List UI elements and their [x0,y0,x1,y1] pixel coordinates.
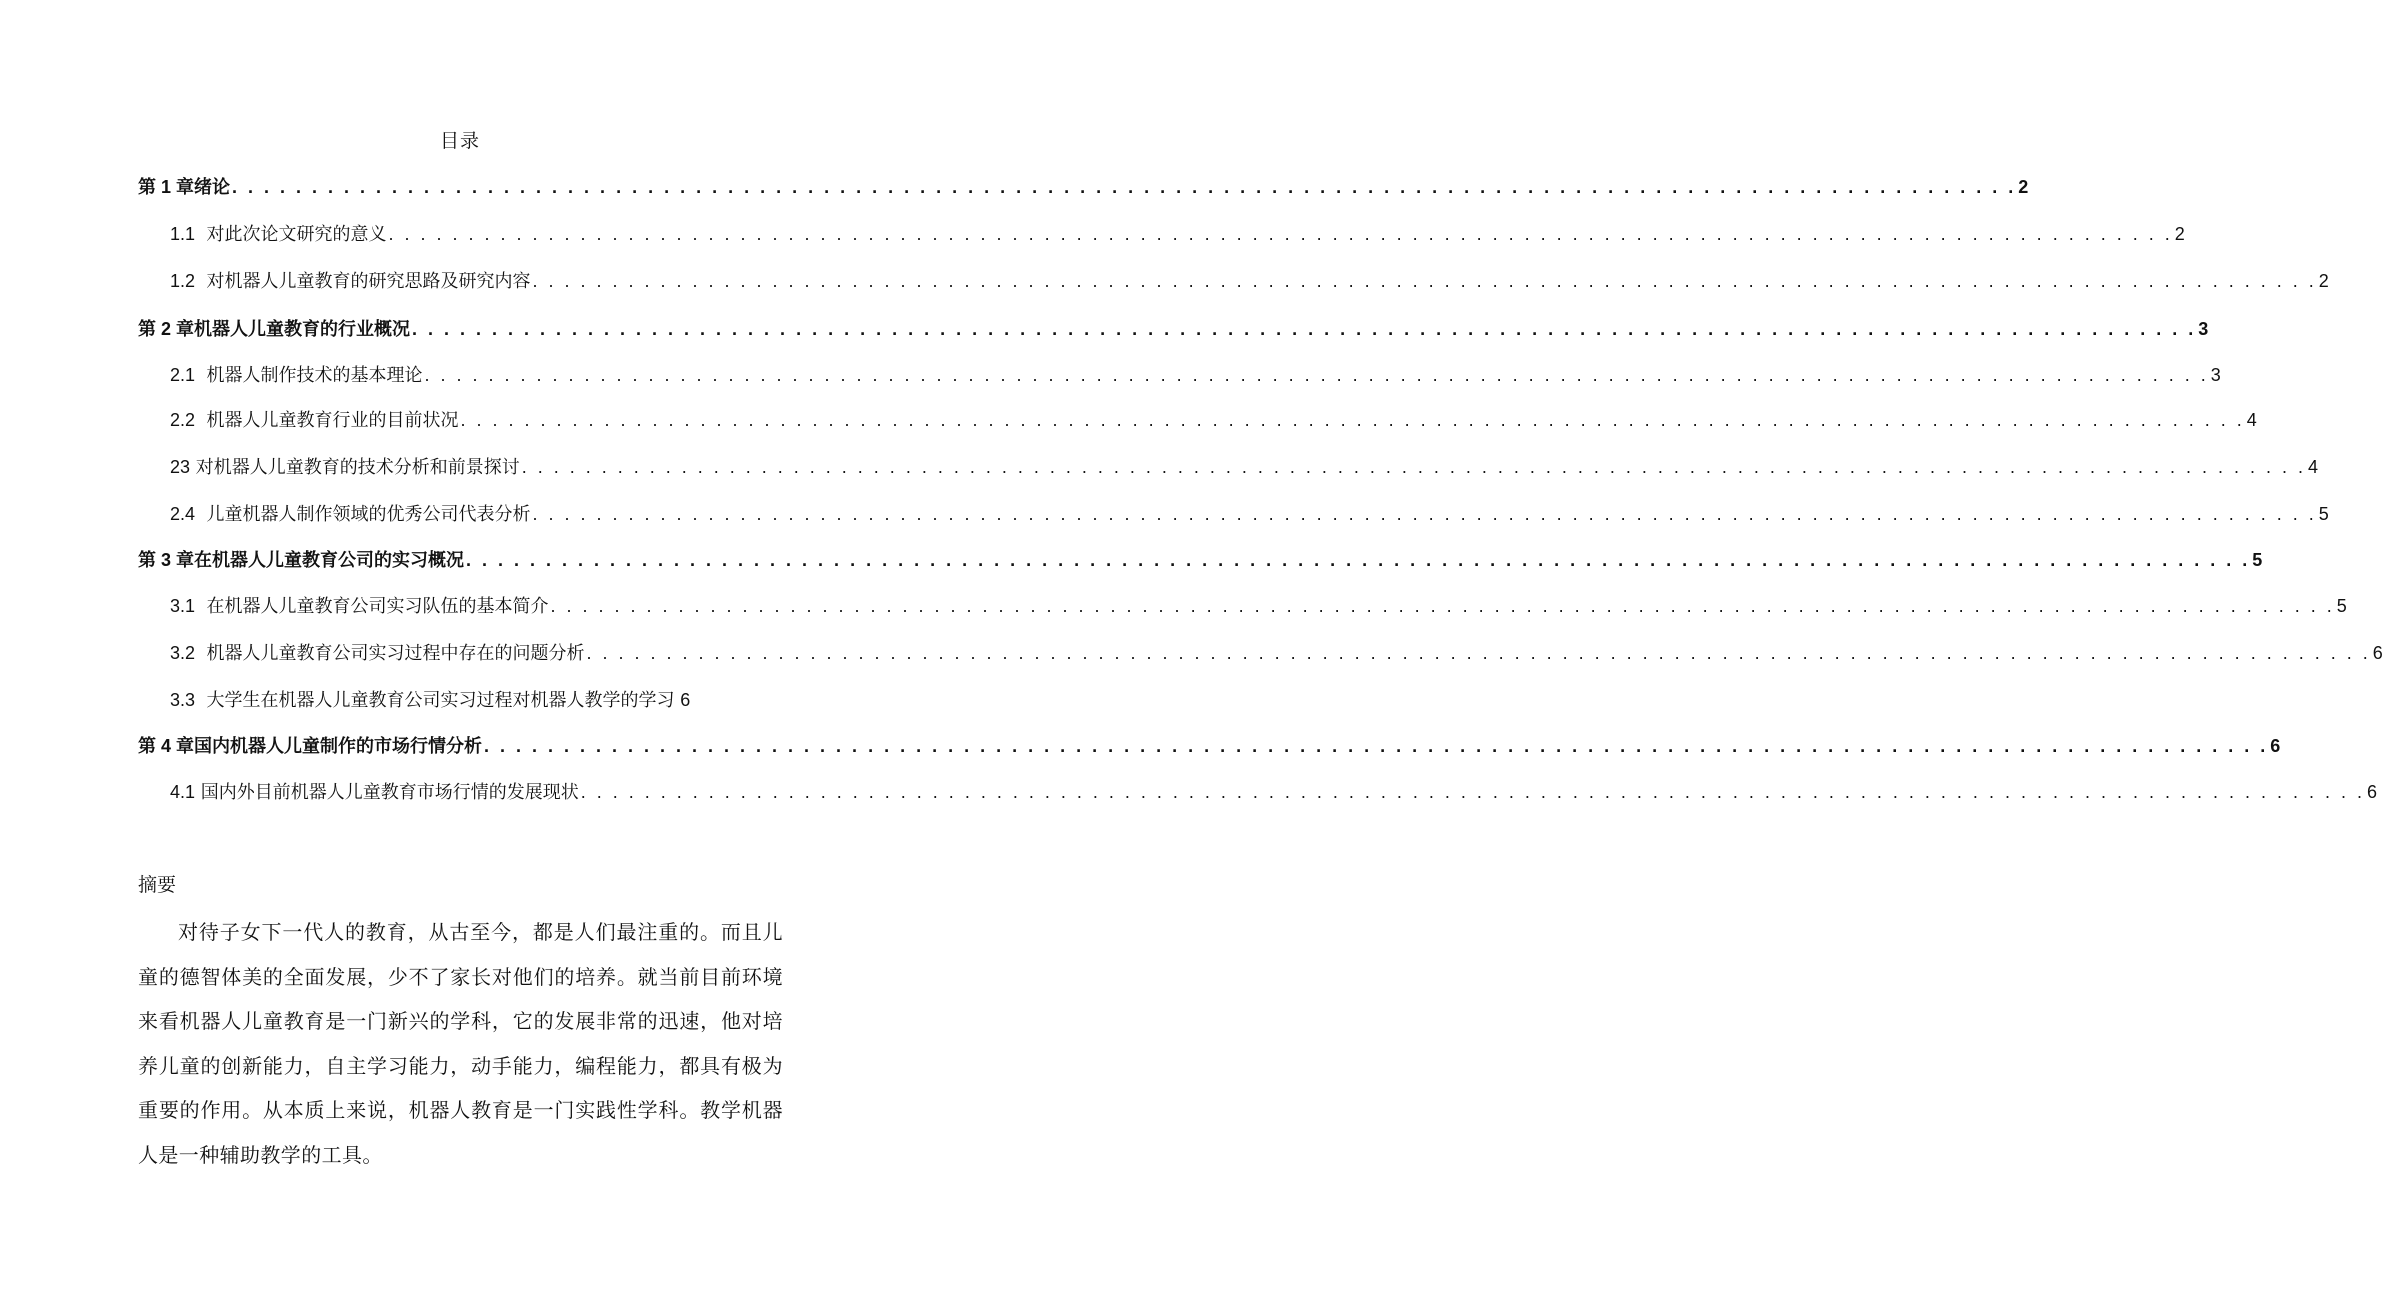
toc-page-number: 3 [2198,319,2209,339]
toc-entry-title [170,219,386,250]
toc-leader-dots [388,219,2172,249]
toc-leader-dots [424,360,2208,390]
toc-entry-label: 对机器人儿童教育的研究思路及研究内容 [195,271,531,292]
toc-entry-title [170,452,520,483]
toc-entry-label: 对机器人儿童教育的技术分析和前景探讨 [190,457,520,478]
toc-section-entry[interactable] [170,777,2377,807]
toc-entry-title [170,360,422,391]
toc-entry-title [170,638,584,669]
toc-entry-label: 机器人儿童教育公司实习过程中存在的问题分析 [195,643,585,664]
toc-entry-title [170,266,530,297]
toc-chapter-entry[interactable] [138,314,2209,344]
toc-section-entry[interactable] [170,591,2347,621]
toc-entry-number: 4.1 [170,782,196,802]
toc-page-number: 4 [2307,457,2318,477]
toc-entry-title [170,777,579,808]
toc-page-number: 4 [2246,410,2257,430]
toc-section-entry[interactable] [170,452,2318,482]
toc-entry-title [138,545,464,576]
toc-leader-dots [550,591,2334,621]
toc-chapter-entry[interactable] [138,172,2029,202]
toc-entry-label: 章绪论 [176,177,231,198]
toc-entry-label: 机器人儿童教育行业的目前状况 [195,410,459,431]
toc-entry-title [170,499,530,530]
toc-section-entry[interactable] [170,405,2257,435]
toc-entry-number: 3.2 [170,643,196,663]
toc-entry-label: 对此次论文研究的意义 [195,224,387,245]
toc-entry-title [138,172,230,203]
toc-entry-number: 1.2 [170,271,196,291]
toc-page-number: 3 [2210,365,2221,385]
toc-entry-number: 2.4 [170,504,196,524]
toc-leader-dots [460,405,2244,435]
toc-page-number: 6 [2270,736,2281,756]
toc-leader-dots [586,638,2370,668]
toc-entry-label: 章在机器人儿童教育公司的实习概况 [176,550,465,571]
toc-entry-number: 3.1 [170,596,196,616]
toc-entry-number: 1.1 [170,224,196,244]
toc-leader-dots [532,266,2316,296]
toc-page-number: 6 [680,690,691,710]
toc-chapter-entry[interactable] [138,545,2263,575]
toc-page-number: 5 [2336,596,2347,616]
toc-entry-label: 国内外目前机器人儿童教育市场行情的发展现状 [195,782,579,803]
toc-entry-label: 在机器人儿童教育公司实习队伍的基本简介 [195,596,549,617]
toc-section-entry[interactable] [170,499,2329,529]
toc-leader-dots [466,545,2250,575]
toc-entry-number: 3.3 [170,690,196,710]
toc-leader-dots [581,777,2365,807]
toc-page-number: 6 [2372,643,2383,663]
toc-entry-label: 儿童机器人制作领域的优秀公司代表分析 [195,504,531,525]
toc-entry-title [138,731,482,762]
toc-section-entry[interactable] [170,685,778,715]
toc-entry-label: 章国内机器人儿童制作的市场行情分析 [176,736,483,757]
toc-leader-dots [412,314,2196,344]
toc-page-number: 6 [2366,782,2377,802]
toc-entry-title [170,591,548,622]
toc-entry-number: 2.2 [170,410,196,430]
toc-entry-label: 机器人制作技术的基本理论 [195,365,423,386]
toc-leader-dots [532,499,2316,529]
toc-section-entry[interactable] [170,266,2329,296]
toc-leader-dots [232,172,2016,202]
toc-entry-title [170,405,458,436]
toc-chapter-entry[interactable] [138,731,2281,761]
toc-section-entry[interactable] [170,360,2221,390]
toc-page-number: 2 [2018,177,2029,197]
toc-section-entry[interactable] [170,638,2383,668]
toc-section-entry[interactable] [170,219,2185,249]
abstract-heading: 摘要 [138,874,177,896]
toc-entry-title [170,685,680,716]
toc-leader-dots [522,452,2306,482]
toc-entry-number: 第 1 [138,177,177,197]
toc-title: 目录 [439,130,480,152]
abstract-body: 对待子女下一代人的教育，从古至今，都是人们最注重的。而且儿童的德智体美的全面发展，少不了家长对他们的培养。就当前目前环境来看机器人儿童教育是一门新兴的学科，它的发展非常的迅速，他对培养儿童的创新能力，自主学习能力，动手能力，编程能力，都具有极为重要的作用。从本质上来说，机器人教育是一门实践性学科。教学机器人是一种辅助教学的工具。 [138,920,783,1167]
toc-entry-number: 第 2 [138,319,177,339]
toc-entry-label: 大学生在机器人儿童教育公司实习过程对机器人教学的学习 [195,690,681,711]
toc-page-number: 2 [2318,271,2329,291]
toc-page-number: 5 [2252,550,2263,570]
toc-entry-number: 2.1 [170,365,196,385]
toc-entry-label: 章机器人儿童教育的行业概况 [176,319,411,340]
toc-page-number: 5 [2318,504,2329,524]
toc-entry-number: 第 3 [138,550,177,570]
toc-page-number: 2 [2174,224,2185,244]
toc-entry-number: 23 [170,457,191,477]
toc-entry-number: 第 4 [138,736,177,756]
toc-entry-title [138,314,410,345]
toc-leader-dots [484,731,2268,761]
